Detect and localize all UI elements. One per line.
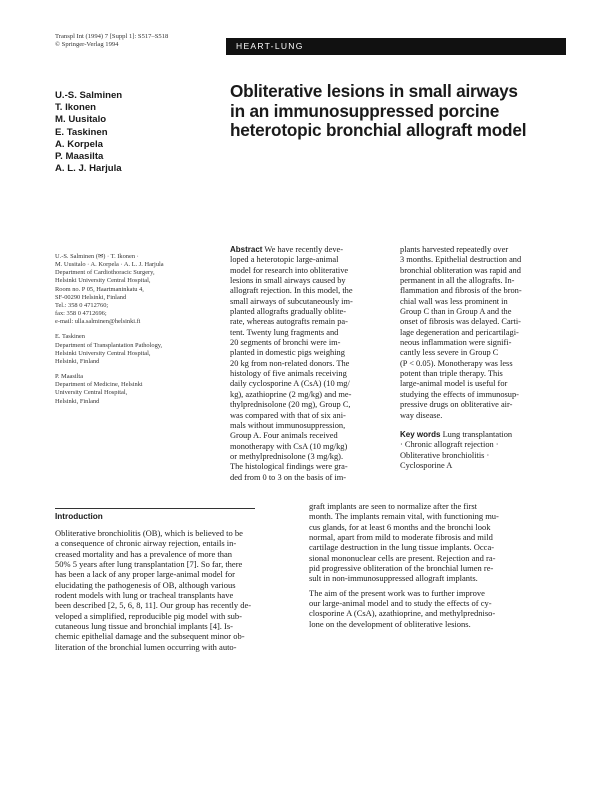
- author: A. Korpela: [55, 138, 103, 150]
- text-line: graft implants are seen to normalize after the first: [309, 501, 478, 511]
- text-line: sult in non-immunosuppressed allograft implants.: [309, 573, 478, 584]
- affiliation-line: e-mail: ulla.salminen@helsinki.fi: [55, 318, 141, 326]
- affiliation-line: Helsinki University Central Hospital,: [55, 277, 151, 285]
- text-line: veloped a simplified, reproducible pig model with sub-: [55, 610, 242, 621]
- text-line: 20 kg from non-related donors. The: [230, 358, 350, 368]
- text-line: cantly less severe in Group C: [400, 348, 499, 358]
- text-line: a consequence of chronic airway rejection, entails in-: [55, 538, 237, 549]
- text-line: lesions in small airways caused by: [230, 276, 346, 286]
- text-line: mals without immunosuppression,: [230, 420, 346, 430]
- affiliation-line: Helsinki, Finland: [55, 397, 100, 405]
- affiliation-line: Department of Cardiothoracic Surgery,: [55, 269, 155, 277]
- introduction-column-right: [309, 501, 574, 629]
- text-line: lone on the development of obliterative lesions.: [309, 618, 471, 629]
- text-line: or methylprednisolone (3 mg/kg).: [230, 451, 344, 461]
- text-line: 3 months. Epithelial destruction and: [400, 255, 522, 265]
- affiliation-line: Helsinki, Finland: [55, 357, 100, 365]
- text-line: month. The implants remain vital, with functioning mu-: [309, 511, 499, 522]
- text-line: (P < 0.05). Monotherapy was less: [400, 358, 513, 368]
- text-line: 50% 5 years after lung transplantation [7]. So far, there: [55, 559, 243, 570]
- text-line: cutaneous lung tissue and bronchial implants [4]. Is-: [55, 621, 233, 632]
- affiliation-line: M. Uusitalo · A. Korpela · A. L. J. Harjula: [55, 261, 164, 269]
- text-line: loped a heterotopic large-animal: [230, 255, 339, 265]
- text-line: pressive drugs on obliterative air-: [400, 400, 513, 410]
- text-line: daily cyclosporine A (CsA) (10 mg/: [230, 379, 350, 389]
- text-line: plants harvested repeatedly over: [400, 245, 509, 254]
- text-line: The histological findings were gra-: [230, 462, 348, 472]
- journal-line: © Springer-Verlag 1994: [55, 41, 119, 49]
- text-line: elucidating the pathogenesis of OB, although various: [55, 579, 236, 590]
- text-line: chemic epithelial damage and the subsequent minor ob-: [55, 631, 245, 642]
- article-title: [230, 82, 575, 141]
- affiliation-line: Tel.: 358 0 4712760;: [55, 301, 109, 309]
- author: U.-S. Salminen: [55, 90, 123, 101]
- text-line: thylprednisolone (20 mg), Group C,: [230, 400, 351, 410]
- text-line: way disease.: [400, 410, 443, 420]
- keywords-line: · Chronic allograft rejection ·: [400, 440, 499, 450]
- text-line: cus glands, for at least 6 months and the bronchi look: [309, 521, 491, 532]
- abstract-label: Abstract: [230, 245, 263, 254]
- journal-citation: [55, 33, 235, 49]
- text-line: large-animal model is useful for: [400, 379, 508, 389]
- affiliation-block: [55, 333, 223, 366]
- keywords-line: Obliterative bronchiolitis ·: [400, 450, 490, 460]
- text-line: been described [2, 5, 6, 8, 11]. Our group has recently de-: [55, 600, 252, 611]
- text-line: ded from 0 to 3 on the basis of im-: [230, 472, 347, 482]
- affiliation-line: E. Taskinen: [55, 333, 85, 341]
- text-line: Group A. Four animals received: [230, 431, 338, 441]
- affiliation-line: Room no. P 05, Haartmaninkatu 4,: [55, 285, 144, 293]
- keywords-line: Cyclosporine A: [400, 460, 453, 470]
- section-rule: [55, 508, 255, 509]
- text-line: planted allografts gradually oblite-: [230, 307, 347, 317]
- text-line: pid progressive obliteration of the bronchial lumen re-: [309, 563, 494, 574]
- title-line: in an immunosuppressed porcine: [230, 100, 500, 121]
- introduction-heading: Introduction: [55, 512, 103, 521]
- text-line: allograft rejection. In this model, the: [230, 286, 353, 296]
- text-line: normal, apart from mild to moderate fibrosis and mild: [309, 532, 493, 543]
- text-line: Obliterative bronchiolitis (OB), which is believed to be: [55, 528, 243, 538]
- text-line: chial wall was less prominent in: [400, 296, 508, 306]
- text-line: rate, whereas autografts remain pa-: [230, 317, 348, 327]
- text-line: studying the effects of immunosup-: [400, 389, 519, 399]
- affiliations: [55, 253, 223, 413]
- text-line: potent than triple therapy. This: [400, 369, 503, 379]
- text-line: permanent in all the allografts. In-: [400, 276, 515, 286]
- text-line: flammation and fibrosis of the bron-: [400, 286, 522, 296]
- abstract-column-left: [230, 245, 390, 483]
- text-line: monotherapy with CsA (10 mg/kg): [230, 441, 348, 451]
- text-line: was compared with that of six ani-: [230, 410, 346, 420]
- author: E. Taskinen: [55, 126, 108, 138]
- text-line: onset of fibrosis was delayed. Carti-: [400, 317, 521, 327]
- abstract-line: Abstract We have recently deve-: [230, 245, 344, 254]
- title-line: Obliterative lesions in small airways: [230, 81, 518, 101]
- text-line: rodent models with lung or tracheal transplants have: [55, 590, 234, 601]
- text-line: small airways of subcutaneously im-: [230, 296, 353, 306]
- author: P. Maasilta: [55, 151, 104, 163]
- text-line: The aim of the present work was to further improve: [309, 587, 485, 598]
- text-line: Group C than in Group A and the: [400, 307, 512, 317]
- text-line: histology of five animals receiving: [230, 369, 347, 379]
- text-line: 20 segments of bronchi were im-: [230, 338, 341, 348]
- text-line: cartilage destruction in the lung tissue implants. Occa-: [309, 542, 495, 553]
- affiliation-line: Department of Medicine, Helsinki: [55, 381, 143, 389]
- introduction-column-left: [55, 528, 270, 652]
- text-line: bronchial obliteration was rapid and: [400, 265, 521, 275]
- author: T. Ikonen: [55, 102, 97, 114]
- text-line: lage degeneration and pericartilagi-: [400, 327, 519, 337]
- affiliation-line: University Central Hospital,: [55, 389, 128, 397]
- keywords-label: Key words: [400, 429, 441, 439]
- text-line: tent. Twenty lung fragments and: [230, 327, 339, 337]
- abstract-column-right: [400, 245, 570, 471]
- text-line: neous inflammation were signifi-: [400, 338, 512, 348]
- affiliation-line: Helsinki University Central Hospital,: [55, 349, 151, 357]
- section-banner: HEART-LUNG: [226, 38, 566, 55]
- text-line: creased mortality and has a prevalence of more than: [55, 548, 233, 559]
- keywords-line: Key words Lung transplantation: [400, 429, 513, 439]
- affiliation-line: fax: 358 0 4712696;: [55, 310, 107, 318]
- affiliation-block: [55, 253, 223, 326]
- text-line: has been a lack of any proper large-animal model for: [55, 569, 235, 580]
- text-line: kg), azathioprine (2 mg/kg) and me-: [230, 389, 352, 399]
- affiliation-line: U.-S. Salminen (✉) · T. Ikonen ·: [55, 253, 139, 260]
- text-line: model for research into obliterative: [230, 265, 349, 275]
- affiliation-line: Department of Transplantation Pathology,: [55, 341, 163, 349]
- affiliation-line: SF-00290 Helsinki, Finland: [55, 293, 127, 301]
- affiliation-block: [55, 373, 223, 406]
- affiliation-line: P. Maasilta: [55, 373, 84, 381]
- journal-line: Transpl Int (1994) 7 [Suppl 1]: S517–S518: [55, 33, 169, 40]
- author: M. Uusitalo: [55, 114, 107, 126]
- text-line: planted in domestic pigs weighing: [230, 348, 345, 358]
- author: A. L. J. Harjula: [55, 163, 122, 175]
- text-line: closporine A (CsA), azathioprine, and methylpredniso-: [309, 608, 496, 619]
- author-list: [55, 90, 215, 175]
- text-line: our large-animal model and to study the effects of cy-: [309, 598, 492, 609]
- text-line: literation of the bronchial lumen occurring with auto-: [55, 641, 237, 652]
- title-line: heterotopic bronchial allograft model: [230, 120, 527, 141]
- text-line: sional mononuclear cells are present. Rejection and ra-: [309, 552, 496, 563]
